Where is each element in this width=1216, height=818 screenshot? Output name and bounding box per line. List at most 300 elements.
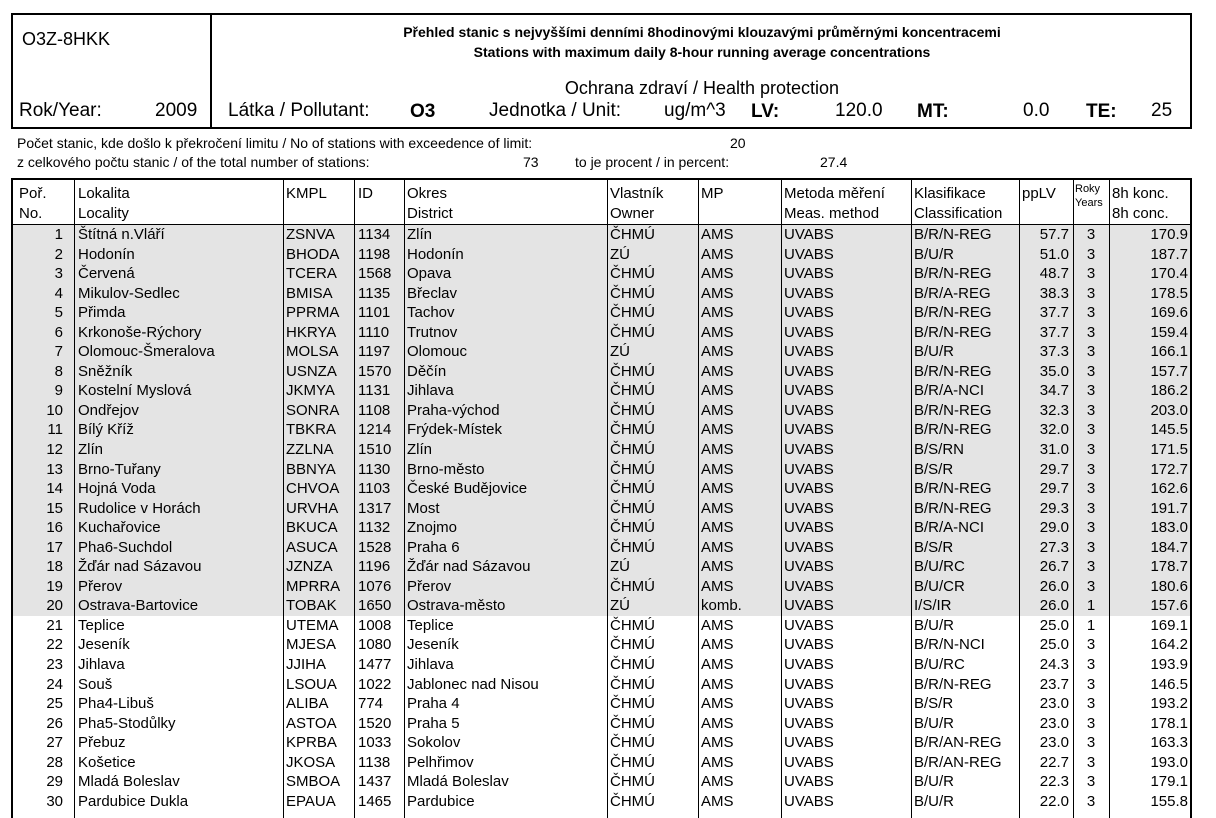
row-class: B/R/A-REG (914, 284, 991, 302)
table-row (13, 596, 1190, 616)
row-years: 3 (1086, 460, 1096, 478)
row-id: 1134 (358, 226, 391, 243)
row-years: 3 (1086, 323, 1096, 341)
row-no: 21 (46, 616, 63, 634)
row-method: UVABS (784, 460, 834, 478)
row-owner: ČHMÚ (610, 656, 655, 674)
row-pplv: 35.0 (1039, 362, 1069, 380)
row-class: B/U/R (914, 714, 955, 732)
row-conc: 164.2 (1150, 636, 1188, 654)
row-kmpl: EPAUA (286, 792, 336, 810)
row-mp: AMS (701, 656, 734, 674)
row-owner: ČHMÚ (610, 362, 655, 380)
row-no: 25 (46, 695, 63, 713)
row-conc: 146.5 (1150, 675, 1188, 693)
row-id: 1198 (358, 245, 391, 263)
row-conc: 178.7 (1150, 558, 1188, 576)
row-class: B/R/A-NCI (914, 382, 985, 400)
table-row (13, 303, 1190, 323)
row-no: 15 (46, 499, 63, 517)
row-locality: Hodonín (78, 245, 135, 263)
row-class: B/S/R (914, 695, 954, 713)
row-kmpl: MPRRA (286, 577, 341, 595)
row-mp: AMS (701, 616, 734, 634)
lv-value: 120.0 (835, 100, 883, 121)
pollutant-value: O3 (410, 101, 436, 122)
row-owner: ČHMÚ (610, 382, 655, 400)
row-district: Hodonín (407, 245, 464, 263)
table-row (13, 381, 1190, 401)
row-locality: Souš (78, 675, 113, 693)
row-kmpl: CHVOA (286, 480, 340, 498)
row-no: 22 (46, 636, 63, 654)
table-row (13, 479, 1190, 499)
row-district: Praha 5 (407, 714, 460, 732)
row-method: UVABS (784, 284, 834, 302)
row-conc: 145.5 (1150, 421, 1188, 439)
row-conc: 187.7 (1150, 245, 1188, 263)
row-id: 1110 (358, 323, 390, 341)
row-class: B/U/RC (914, 558, 965, 576)
row-locality: Brno-Tuřany (78, 460, 161, 478)
row-method: UVABS (784, 265, 834, 283)
row-district: České Budějovice (407, 480, 528, 498)
row-class: B/S/R (914, 460, 954, 478)
row-locality: Mikulov-Sedlec (78, 284, 180, 302)
row-mp: AMS (701, 421, 734, 439)
row-class: B/S/R (914, 538, 954, 556)
table-row (13, 342, 1190, 362)
row-class: B/R/AN-REG (914, 753, 1002, 771)
row-pplv: 23.0 (1039, 734, 1069, 752)
col-header-mp: MP (701, 185, 724, 202)
row-owner: ČHMÚ (610, 773, 655, 791)
row-owner: ČHMÚ (610, 753, 655, 771)
row-method: UVABS (784, 245, 834, 263)
table-row (13, 362, 1190, 382)
row-method: UVABS (784, 401, 834, 419)
row-pplv: 26.0 (1039, 577, 1069, 595)
row-class: B/U/R (914, 792, 955, 810)
row-id: 1214 (358, 421, 392, 439)
row-years: 3 (1086, 519, 1096, 537)
row-no: 10 (46, 401, 63, 419)
table-row (13, 753, 1190, 773)
row-class: B/U/R (914, 616, 955, 634)
row-no: 14 (46, 480, 63, 498)
row-method: UVABS (784, 597, 834, 615)
row-kmpl: HKRYA (286, 323, 337, 341)
row-locality: Pha6-Suchdol (78, 538, 173, 556)
row-conc: 163.3 (1150, 734, 1188, 752)
row-conc: 159.4 (1150, 323, 1188, 341)
row-mp: AMS (701, 480, 734, 498)
row-owner: ČHMÚ (610, 421, 655, 439)
row-locality: Teplice (78, 616, 125, 634)
row-id: 1103 (358, 480, 391, 498)
table-row (13, 460, 1190, 480)
row-mp: AMS (701, 382, 734, 400)
row-district: Opava (407, 265, 452, 283)
row-no: 30 (46, 792, 63, 810)
row-id: 1135 (358, 284, 391, 302)
row-conc: 193.2 (1150, 695, 1188, 713)
row-method: UVABS (784, 753, 834, 771)
row-owner: ČHMÚ (610, 284, 655, 302)
row-years: 1 (1086, 597, 1096, 615)
row-district: Jihlava (407, 382, 454, 400)
row-owner: ČHMÚ (610, 636, 655, 654)
row-class: B/U/R (914, 343, 955, 361)
table-row (13, 675, 1190, 695)
row-locality: Kuchařovice (78, 519, 161, 537)
row-class: I/S/IR (914, 597, 952, 615)
row-years: 3 (1086, 656, 1096, 674)
row-conc: 157.6 (1150, 597, 1188, 615)
row-no: 20 (46, 597, 63, 615)
row-id: 1130 (358, 460, 391, 478)
table-row (13, 401, 1190, 421)
table-row (13, 225, 1190, 245)
row-conc: 178.5 (1150, 284, 1188, 302)
row-mp: AMS (701, 460, 734, 478)
row-id: 1317 (358, 499, 392, 517)
percent-label: to je procent / in percent: (575, 154, 730, 170)
table-row (13, 538, 1190, 558)
row-id: 774 (358, 695, 384, 713)
row-mp: komb. (701, 597, 742, 615)
row-kmpl: JKOSA (286, 753, 336, 771)
row-class: B/R/N-NCI (914, 636, 985, 654)
row-pplv: 25.0 (1039, 636, 1069, 654)
row-method: UVABS (784, 675, 834, 693)
lv-label: LV: (751, 101, 780, 122)
col-header-pplv: ppLV (1022, 185, 1056, 202)
year-label: Rok/Year: (19, 100, 102, 121)
row-method: UVABS (784, 714, 834, 732)
col-header-owner: Vlastník Owner (610, 185, 664, 222)
row-class: B/R/N-REG (914, 480, 992, 498)
row-no: 26 (46, 714, 63, 732)
row-locality: Pha4-Libuš (78, 695, 154, 713)
row-conc: 183.0 (1150, 519, 1188, 537)
row-locality: Kostelní Myslová (78, 382, 192, 400)
row-owner: ČHMÚ (610, 226, 655, 243)
table-row (13, 772, 1190, 792)
row-id: 1528 (358, 538, 392, 556)
row-mp: AMS (701, 304, 734, 322)
col-header-no: Poř. No. (19, 185, 47, 222)
row-owner: ČHMÚ (610, 323, 655, 341)
row-district: Olomouc (407, 343, 468, 361)
row-no: 9 (54, 382, 63, 400)
row-mp: AMS (701, 792, 734, 810)
row-owner: ČHMÚ (610, 714, 655, 732)
row-mp: AMS (701, 753, 734, 771)
row-locality: Štítná n.Vláří (78, 226, 165, 243)
total-label: z celkového počtu stanic / of the total number of stations: (17, 154, 370, 170)
title-czech: Přehled stanic s nejvyššími denními 8hodinovými klouzavými průměrnými koncentracemi (403, 24, 1001, 40)
row-class: B/S/RN (914, 441, 965, 459)
row-method: UVABS (784, 577, 834, 595)
row-mp: AMS (701, 675, 734, 693)
row-id: 1138 (358, 753, 391, 771)
subtitle: Ochrana zdraví / Health protection (564, 78, 840, 98)
table-row (13, 733, 1190, 753)
row-no: 8 (54, 362, 63, 380)
row-owner: ČHMÚ (610, 675, 655, 693)
col-header-district: Okres District (407, 185, 453, 222)
row-no: 29 (46, 773, 63, 791)
row-no: 16 (46, 519, 63, 537)
row-mp: AMS (701, 714, 734, 732)
row-district: Teplice (407, 616, 454, 634)
row-pplv: 29.7 (1039, 480, 1069, 498)
row-class: B/U/RC (914, 656, 965, 674)
row-district: Děčín (407, 362, 447, 380)
row-years: 3 (1086, 284, 1096, 302)
row-class: B/R/N-REG (914, 401, 992, 419)
row-pplv: 37.3 (1039, 343, 1069, 361)
row-method: UVABS (784, 499, 834, 517)
row-conc: 155.8 (1150, 792, 1188, 810)
row-kmpl: ZZLNA (286, 441, 334, 459)
table-row (13, 420, 1190, 440)
table-row (13, 323, 1190, 343)
row-kmpl: URVHA (286, 499, 339, 517)
row-kmpl: ASTOA (286, 714, 337, 732)
row-pplv: 57.7 (1039, 226, 1069, 243)
row-pplv: 22.7 (1039, 753, 1069, 771)
row-owner: ZÚ (610, 245, 630, 263)
row-pplv: 32.3 (1039, 401, 1069, 419)
exceedence-label: Počet stanic, kde došlo k překročení limitu / No of stations with exceedence of limit: (17, 135, 533, 151)
row-locality: Ostrava-Bartovice (78, 597, 199, 615)
row-owner: ČHMÚ (610, 401, 655, 419)
row-owner: ČHMÚ (610, 460, 655, 478)
row-owner: ČHMÚ (610, 792, 655, 810)
row-kmpl: SMBOA (286, 773, 341, 791)
table-row (13, 284, 1190, 304)
row-district: Břeclav (407, 284, 458, 302)
row-district: Zlín (407, 441, 433, 459)
row-owner: ZÚ (610, 343, 630, 361)
row-conc: 179.1 (1150, 773, 1188, 791)
row-class: B/R/N-REG (914, 304, 992, 322)
row-no: 23 (46, 656, 63, 674)
row-district: Sokolov (407, 734, 461, 752)
row-conc: 191.7 (1150, 499, 1188, 517)
row-id: 1008 (358, 616, 392, 634)
row-years: 3 (1086, 382, 1096, 400)
row-mp: AMS (701, 284, 734, 302)
row-locality: Krkonoše-Rýchory (78, 323, 202, 341)
row-conc: 180.6 (1150, 577, 1188, 595)
table-row (13, 499, 1190, 519)
row-no: 6 (54, 323, 63, 341)
row-pplv: 22.3 (1039, 773, 1069, 791)
row-owner: ČHMÚ (610, 519, 655, 537)
row-id: 1108 (358, 401, 391, 419)
row-years: 3 (1086, 480, 1096, 498)
row-locality: Bílý Kříž (78, 421, 134, 439)
table-row (13, 245, 1190, 265)
row-years: 3 (1086, 343, 1096, 361)
row-conc: 162.6 (1150, 480, 1188, 498)
row-pplv: 38.3 (1039, 284, 1069, 302)
row-owner: ČHMÚ (610, 616, 655, 634)
row-class: B/R/N-REG (914, 265, 992, 283)
row-locality: Pardubice Dukla (78, 792, 189, 810)
row-mp: AMS (701, 323, 734, 341)
row-id: 1568 (358, 265, 392, 283)
row-years: 3 (1086, 538, 1096, 556)
row-mp: AMS (701, 245, 734, 263)
row-id: 1080 (358, 636, 392, 654)
row-owner: ČHMÚ (610, 695, 655, 713)
row-conc: 193.0 (1150, 753, 1188, 771)
row-class: B/R/N-REG (914, 675, 992, 693)
col-header-classification: Klasifikace Classification (914, 185, 1003, 222)
row-id: 1022 (358, 675, 392, 693)
row-years: 3 (1086, 265, 1096, 283)
te-label: TE: (1086, 101, 1117, 122)
row-conc: 169.6 (1150, 304, 1188, 322)
row-pplv: 25.0 (1039, 616, 1069, 634)
row-class: B/R/N-REG (914, 226, 992, 243)
row-owner: ZÚ (610, 597, 630, 615)
row-method: UVABS (784, 382, 834, 400)
row-locality: Hojná Voda (78, 480, 156, 498)
row-kmpl: JZNZA (286, 558, 333, 576)
row-kmpl: JKMYA (286, 382, 335, 400)
row-locality: Olomouc-Šmeralova (78, 343, 215, 361)
row-mp: AMS (701, 636, 734, 654)
row-pplv: 48.7 (1039, 265, 1069, 283)
row-conc: 170.4 (1150, 265, 1188, 283)
row-owner: ČHMÚ (610, 577, 655, 595)
row-kmpl: BMISA (286, 284, 333, 302)
percent-value: 27.4 (820, 154, 848, 170)
row-method: UVABS (784, 616, 834, 634)
row-locality: Žďár nad Sázavou (78, 558, 202, 576)
row-mp: AMS (701, 343, 734, 361)
row-class: B/R/N-REG (914, 323, 992, 341)
table-row (13, 694, 1190, 714)
row-id: 1033 (358, 734, 392, 752)
row-kmpl: KPRBA (286, 734, 337, 752)
row-method: UVABS (784, 636, 834, 654)
row-years: 3 (1086, 226, 1096, 243)
row-district: Praha 4 (407, 695, 460, 713)
row-class: B/R/N-REG (914, 421, 992, 439)
row-id: 1570 (358, 362, 392, 380)
table-row (13, 440, 1190, 460)
row-years: 3 (1086, 675, 1096, 693)
table-row (13, 714, 1190, 734)
row-years: 3 (1086, 304, 1096, 322)
row-pplv: 34.7 (1039, 382, 1069, 400)
row-mp: AMS (701, 401, 734, 419)
row-pplv: 27.3 (1039, 538, 1069, 556)
row-years: 3 (1086, 734, 1096, 752)
row-years: 3 (1086, 792, 1096, 810)
table-row (13, 792, 1190, 812)
row-district: Jihlava (407, 656, 454, 674)
row-pplv: 23.7 (1039, 675, 1069, 693)
row-conc: 169.1 (1150, 616, 1188, 634)
col-header-method: Metoda měření Meas. method (784, 185, 885, 222)
row-mp: AMS (701, 558, 734, 576)
row-owner: ČHMÚ (610, 499, 655, 517)
row-kmpl: SONRA (286, 401, 340, 419)
row-kmpl: LSOUA (286, 675, 337, 693)
row-method: UVABS (784, 734, 834, 752)
row-conc: 157.7 (1150, 362, 1188, 380)
unit-value: ug/m^3 (664, 100, 726, 121)
report-code: O3Z-8HKK (22, 29, 111, 49)
row-mp: AMS (701, 499, 734, 517)
row-method: UVABS (784, 323, 834, 341)
row-district: Most (407, 499, 440, 517)
row-method: UVABS (784, 480, 834, 498)
row-owner: ZÚ (610, 558, 630, 576)
row-pplv: 24.3 (1039, 656, 1069, 674)
row-kmpl: USNZA (286, 362, 337, 380)
row-kmpl: ALIBA (286, 695, 329, 713)
mt-value: 0.0 (1023, 100, 1050, 121)
row-no: 1 (54, 226, 63, 243)
row-id: 1520 (358, 714, 392, 732)
row-kmpl: MJESA (286, 636, 337, 654)
row-no: 2 (54, 245, 63, 263)
row-pplv: 23.0 (1039, 695, 1069, 713)
row-conc: 184.7 (1150, 538, 1188, 556)
row-no: 12 (46, 441, 63, 459)
row-locality: Přebuz (78, 734, 126, 752)
row-no: 13 (46, 460, 63, 478)
row-conc: 166.1 (1150, 343, 1188, 361)
row-pplv: 29.0 (1039, 519, 1069, 537)
row-mp: AMS (701, 695, 734, 713)
row-class: B/R/N-REG (914, 499, 992, 517)
row-method: UVABS (784, 792, 834, 810)
row-no: 27 (46, 734, 63, 752)
row-pplv: 29.7 (1039, 460, 1069, 478)
row-locality: Jihlava (78, 656, 125, 674)
total-value: 73 (523, 154, 539, 170)
row-owner: ČHMÚ (610, 265, 655, 283)
row-no: 17 (46, 538, 63, 556)
table-row (13, 518, 1190, 538)
row-district: Znojmo (407, 519, 458, 537)
row-no: 4 (54, 284, 63, 302)
row-id: 1076 (358, 577, 392, 595)
row-years: 1 (1086, 616, 1096, 634)
row-owner: ČHMÚ (610, 734, 655, 752)
row-no: 24 (46, 675, 63, 693)
row-district: Praha-východ (407, 401, 500, 419)
row-pplv: 29.3 (1039, 499, 1069, 517)
row-pplv: 26.7 (1039, 558, 1069, 576)
row-kmpl: BBNYA (286, 460, 336, 478)
row-locality: Sněžník (78, 362, 133, 380)
row-no: 3 (54, 265, 63, 283)
row-kmpl: BKUCA (286, 519, 338, 537)
row-district: Brno-město (407, 460, 485, 478)
row-kmpl: ASUCA (286, 538, 338, 556)
row-class: B/U/R (914, 245, 955, 263)
